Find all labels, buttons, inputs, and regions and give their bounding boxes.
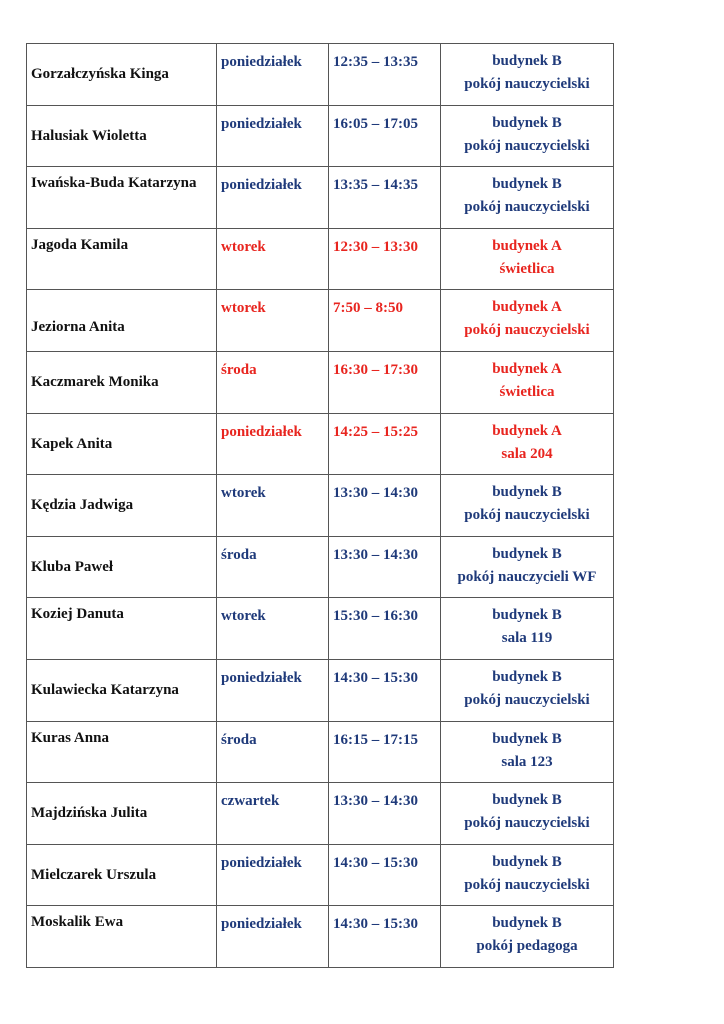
weekday: poniedziałek: [217, 414, 329, 475]
building: budynek B: [492, 792, 562, 809]
weekday: poniedziałek: [217, 660, 329, 721]
weekday: wtorek: [217, 598, 329, 659]
teacher-name: Majdzińska Julita: [27, 783, 217, 844]
table-row: [27, 290, 614, 352]
weekday: środa: [217, 352, 329, 413]
time-range: 16:30 – 17:30: [329, 352, 441, 413]
weekday: środa: [217, 722, 329, 783]
weekday: wtorek: [217, 475, 329, 536]
time-range: 14:30 – 15:30: [329, 906, 441, 967]
table-row: [27, 722, 614, 784]
building: budynek A: [492, 237, 562, 254]
room: pokój nauczycielski: [464, 322, 590, 339]
room: pokój nauczycielski: [464, 691, 590, 708]
time-range: 13:30 – 14:30: [329, 537, 441, 598]
table-row: [27, 660, 614, 722]
location: [441, 414, 614, 475]
teacher-name: Iwańska-Buda Katarzyna: [27, 167, 217, 228]
weekday: poniedziałek: [217, 44, 329, 105]
location: [441, 783, 614, 844]
time-range: 14:25 – 15:25: [329, 414, 441, 475]
time-range: 13:35 – 14:35: [329, 167, 441, 228]
table-row: [27, 537, 614, 599]
location: [441, 44, 614, 105]
location: [441, 167, 614, 228]
building: budynek A: [492, 360, 562, 377]
time-range: 12:30 – 13:30: [329, 229, 441, 290]
teacher-name: Kaczmarek Monika: [27, 352, 217, 413]
room: pokój nauczycielski: [464, 876, 590, 893]
room: pokój nauczycielski: [464, 76, 590, 92]
teacher-name: Jeziorna Anita: [27, 290, 217, 351]
teacher-name: Gorzałczyńska Kinga: [27, 44, 217, 105]
time-range: 13:30 – 14:30: [329, 475, 441, 536]
location: [441, 290, 614, 351]
building: budynek B: [492, 114, 562, 131]
building: budynek B: [492, 668, 562, 685]
time-range: 12:35 – 13:35: [329, 44, 441, 105]
room: pokój nauczycielski: [464, 199, 590, 216]
location: [441, 722, 614, 783]
time-range: 14:30 – 15:30: [329, 660, 441, 721]
room: pokój nauczycieli WF: [457, 568, 597, 585]
room: świetlica: [499, 383, 555, 400]
building: budynek B: [492, 915, 562, 932]
location: [441, 106, 614, 167]
building: budynek B: [492, 484, 562, 501]
teacher-name: Kluba Paweł: [27, 537, 217, 598]
weekday: poniedziałek: [217, 106, 329, 167]
weekday: wtorek: [217, 290, 329, 351]
location: [441, 598, 614, 659]
teacher-name: Kapek Anita: [27, 414, 217, 475]
weekday: czwartek: [217, 783, 329, 844]
location: [441, 906, 614, 967]
teacher-name: Koziej Danuta: [27, 598, 217, 659]
building: budynek B: [492, 545, 562, 562]
time-range: 15:30 – 16:30: [329, 598, 441, 659]
location: [441, 229, 614, 290]
room: pokój nauczycielski: [464, 137, 590, 154]
table-row: [27, 783, 614, 845]
teacher-name: Mielczarek Urszula: [27, 845, 217, 906]
building: budynek A: [492, 422, 562, 439]
table-row: [27, 598, 614, 660]
teacher-name: Kuras Anna: [27, 722, 217, 783]
table-row: [27, 414, 614, 476]
teacher-name: Moskalik Ewa: [27, 906, 217, 967]
location: [441, 352, 614, 413]
time-range: 13:30 – 14:30: [329, 783, 441, 844]
weekday: poniedziałek: [217, 845, 329, 906]
weekday: środa: [217, 537, 329, 598]
table-row: [27, 229, 614, 291]
room: pokój nauczycielski: [464, 507, 590, 524]
weekday: wtorek: [217, 229, 329, 290]
teacher-name: Kulawiecka Katarzyna: [27, 660, 217, 721]
time-range: 14:30 – 15:30: [329, 845, 441, 906]
table-row: [27, 906, 614, 968]
location: [441, 537, 614, 598]
teacher-name: Kędzia Jadwiga: [27, 475, 217, 536]
building: budynek A: [492, 299, 562, 316]
location: [441, 660, 614, 721]
schedule-table: [26, 43, 614, 968]
teacher-name: Halusiak Wioletta: [27, 106, 217, 167]
time-range: 16:15 – 17:15: [329, 722, 441, 783]
weekday: poniedziałek: [217, 167, 329, 228]
building: budynek B: [492, 730, 562, 747]
time-range: 16:05 – 17:05: [329, 106, 441, 167]
room: sala 119: [501, 630, 553, 647]
room: pokój nauczycielski: [464, 815, 590, 832]
table-row: [27, 475, 614, 537]
table-row: [27, 167, 614, 229]
table-row: [27, 352, 614, 414]
room: pokój pedagoga: [476, 938, 578, 955]
room: sala 123: [501, 753, 553, 770]
table-row: [27, 44, 614, 106]
room: świetlica: [499, 260, 555, 277]
location: [441, 845, 614, 906]
weekday: poniedziałek: [217, 906, 329, 967]
building: budynek B: [492, 176, 562, 193]
room: sala 204: [501, 445, 553, 462]
building: budynek B: [492, 53, 562, 69]
teacher-name: Jagoda Kamila: [27, 229, 217, 290]
building: budynek B: [492, 853, 562, 870]
table-row: [27, 106, 614, 168]
location: [441, 475, 614, 536]
table-row: [27, 845, 614, 907]
time-range: 7:50 – 8:50: [329, 290, 441, 351]
building: budynek B: [492, 607, 562, 624]
